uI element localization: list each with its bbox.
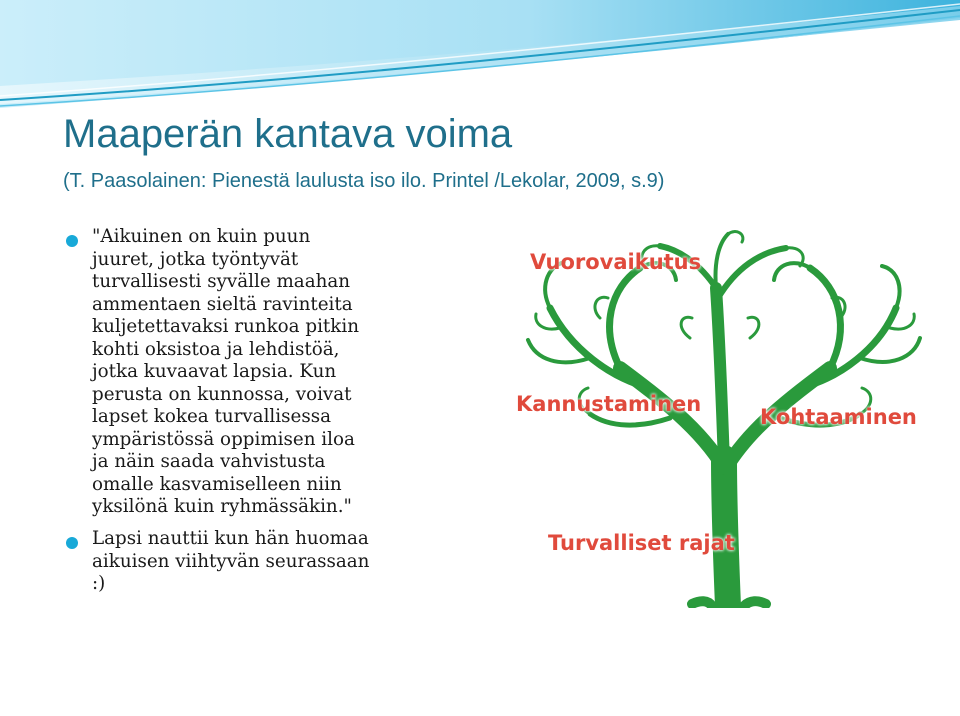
- slide-subtitle: (T. Paasolainen: Pienestä laulusta iso ilo. Printel /Lekolar, 2009, s.9): [63, 170, 665, 192]
- slide-title: Maaperän kantava voima: [63, 112, 513, 156]
- tree-label-kohtaaminen: Kohtaaminen: [760, 405, 917, 429]
- bullet-dot: [66, 537, 78, 549]
- bullet-text-1: "Aikuinen on kuin puun juuret, jotka työntyvät turvallisesti syvälle maahan ammentaen sieltä ravinteita kuljetettavaksi runkoa pitkin kohti oksistoa ja lehdistöä, jotka kuvaavat lapsia. Kun perusta on kunnossa, voivat lapset kokea turvallisessa ympäristössä oppimisen iloa ja näin saada vahvistusta omalle kasvamiselleen niin yksilönä kuin ryhmässäkin.": [92, 226, 359, 517]
- header-banner: [0, 0, 960, 112]
- tree-label-vuorovaikutus: Vuorovaikutus: [530, 250, 702, 274]
- bullet-dot: [66, 235, 78, 247]
- bullet-text-2: Lapsi nauttii kun hän huomaa aikuisen viihtyvän seurassaan :): [92, 528, 370, 594]
- tree-label-kannustaminen: Kannustaminen: [516, 392, 702, 416]
- tree-label-turvalliset-rajat: Turvalliset rajat: [548, 531, 735, 555]
